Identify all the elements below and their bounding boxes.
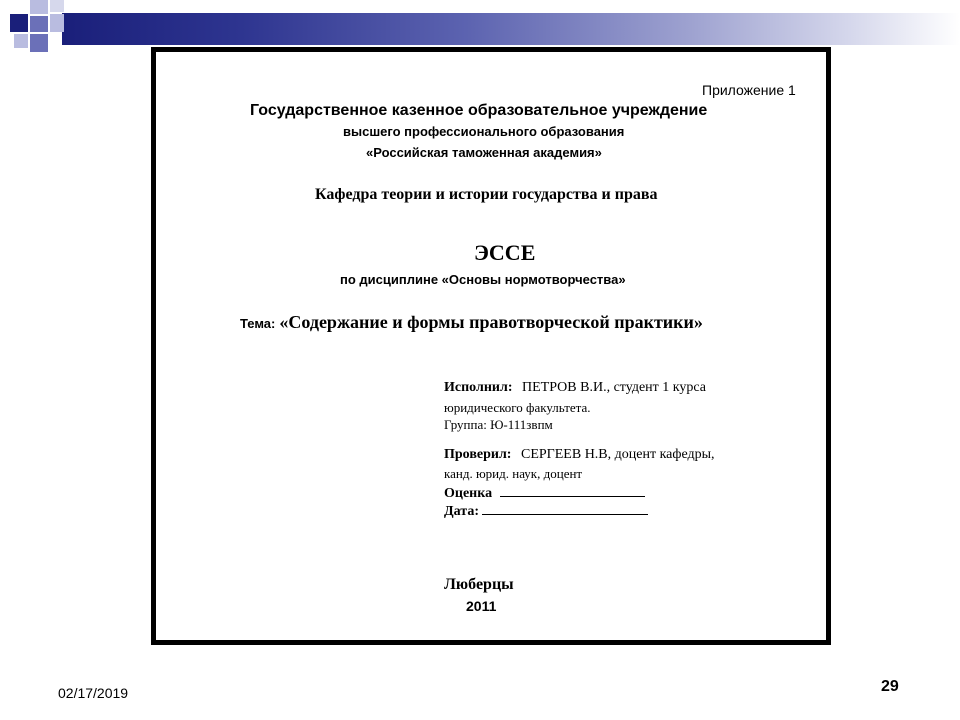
department-name: Кафедра теории и истории государства и права bbox=[315, 186, 658, 203]
decor-square bbox=[30, 34, 48, 52]
checked-label: Проверил: bbox=[444, 447, 512, 462]
document-type: ЭССЕ bbox=[474, 240, 536, 265]
decor-square bbox=[50, 14, 64, 32]
checker-line bbox=[444, 447, 715, 463]
academy-name: «Российская таможенная академия» bbox=[366, 145, 602, 160]
decor-square bbox=[50, 0, 64, 12]
date-blank bbox=[482, 502, 648, 515]
decor-square bbox=[30, 0, 48, 14]
grade-line bbox=[444, 484, 645, 502]
slide-date: 02/17/2019 bbox=[58, 685, 129, 701]
faculty-line: юридического факультета. bbox=[444, 400, 591, 415]
header-gradient-bar bbox=[62, 13, 960, 45]
date-label: Дата: bbox=[444, 504, 479, 519]
performed-label: Исполнил: bbox=[444, 380, 513, 395]
checked-by: СЕРГЕЕВ Н.В, доцент кафедры, bbox=[520, 447, 715, 462]
city: Люберцы bbox=[444, 576, 514, 593]
topic-line bbox=[240, 312, 703, 333]
topic-label: Тема: bbox=[240, 316, 276, 331]
decor-square bbox=[10, 14, 28, 32]
appendix-label: Приложение 1 bbox=[702, 82, 796, 98]
topic-title: «Содержание и формы правотворческой практики» bbox=[279, 312, 703, 332]
institution-title: Государственное казенное образовательное учреждение bbox=[250, 102, 708, 119]
decor-square bbox=[14, 34, 28, 48]
performer-line bbox=[444, 380, 706, 396]
checker-degree: канд. юрид. наук, доцент bbox=[444, 466, 583, 481]
grade-blank bbox=[500, 484, 645, 497]
decor-square bbox=[30, 16, 48, 32]
group-line: Группа: Ю-111звпм bbox=[444, 417, 553, 432]
discipline: по дисциплине «Основы нормотворчества» bbox=[340, 272, 626, 287]
date-line bbox=[444, 502, 648, 520]
slide-page-number: 29 bbox=[881, 678, 899, 695]
year: 2011 bbox=[466, 598, 497, 614]
performed-by: ПЕТРОВ В.И., студент 1 курса bbox=[522, 380, 706, 395]
education-level: высшего профессионального образования bbox=[343, 124, 625, 139]
grade-label: Оценка bbox=[444, 486, 493, 501]
